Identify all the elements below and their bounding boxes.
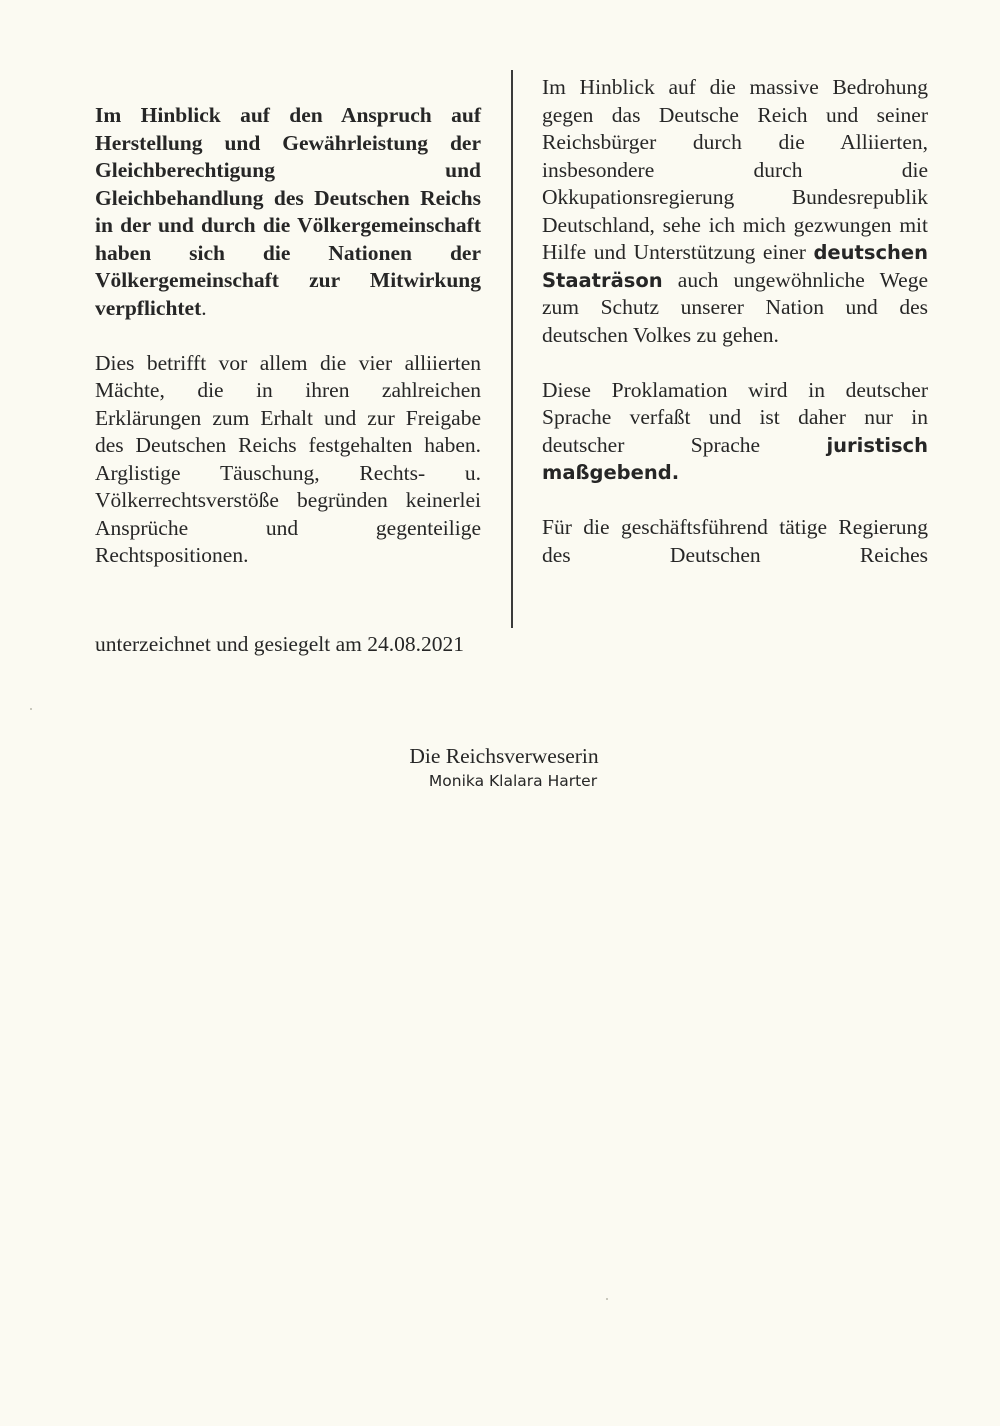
signed-date-line: unterzeichnet und gesiegelt am 24.08.2021	[95, 632, 464, 656]
right-paragraph-2-start: Diese Proklamation wird in deutscher Sprache verfaßt und ist daher nur in deutscher Sprache	[542, 377, 928, 457]
signature-title: Die Reichsverweserin	[409, 744, 599, 768]
left-paragraph-1	[95, 102, 481, 322]
right-paragraph-2	[542, 377, 928, 487]
right-paragraph-2-bold-text: juristisch maßgebend.	[542, 433, 928, 484]
right-paragraph-1-end: auch ungewöhnliche Wege zum Schutz unserer Nation und des deutschen Volkes zu gehen.	[542, 267, 928, 347]
left-paragraph-1-bold-text: Im Hinblick auf den Anspruch auf Herstellung und Gewährleistung der Gleichberechtigung und Gleichbehandlung des Deutschen Reichs in der und durch die Völkergemeinschaft haben sich die Nationen der Völkergemeinschaft zur Mitwirkung verpflichtet	[95, 103, 481, 320]
right-paragraph-1-start: Im Hinblick auf die massive Bedrohung gegen das Deutsche Reich und seiner Reichsbürger durch die Alliierten, insbesondere durch die Okkupationsregierung Bundesrepublik Deutschland, sehe ich mich gezwungen mit Hilfe und Unterstützung einer	[542, 75, 928, 264]
signature-block	[0, 742, 1000, 792]
paper-speck	[606, 1298, 608, 1300]
left-column	[95, 102, 481, 597]
right-paragraph-3: Für die geschäftsführend tätige Regierung des Deutschen Reiches	[542, 515, 928, 567]
column-divider	[511, 70, 513, 628]
right-paragraph-1	[542, 74, 928, 349]
signature-name: Monika Klalara Harter	[428, 772, 598, 790]
right-paragraph-1-bold-text: deutschen Staaträson	[542, 241, 928, 292]
left-paragraph-1-period: .	[201, 295, 207, 320]
paper-speck	[30, 708, 32, 710]
right-column	[542, 74, 928, 597]
left-paragraph-2: Dies betrifft vor allem die vier alliierten Mächte, die in ihren zahlreichen Erklärungen zum Erhalt und zur Freigabe des Deutschen Reichs festgehalten haben. Arglistige Täuschung, Rechts- u. Völkerrechtsverstöße begründen keinerlei Ansprüche und gegenteilige Rechtspositionen.	[95, 350, 481, 567]
